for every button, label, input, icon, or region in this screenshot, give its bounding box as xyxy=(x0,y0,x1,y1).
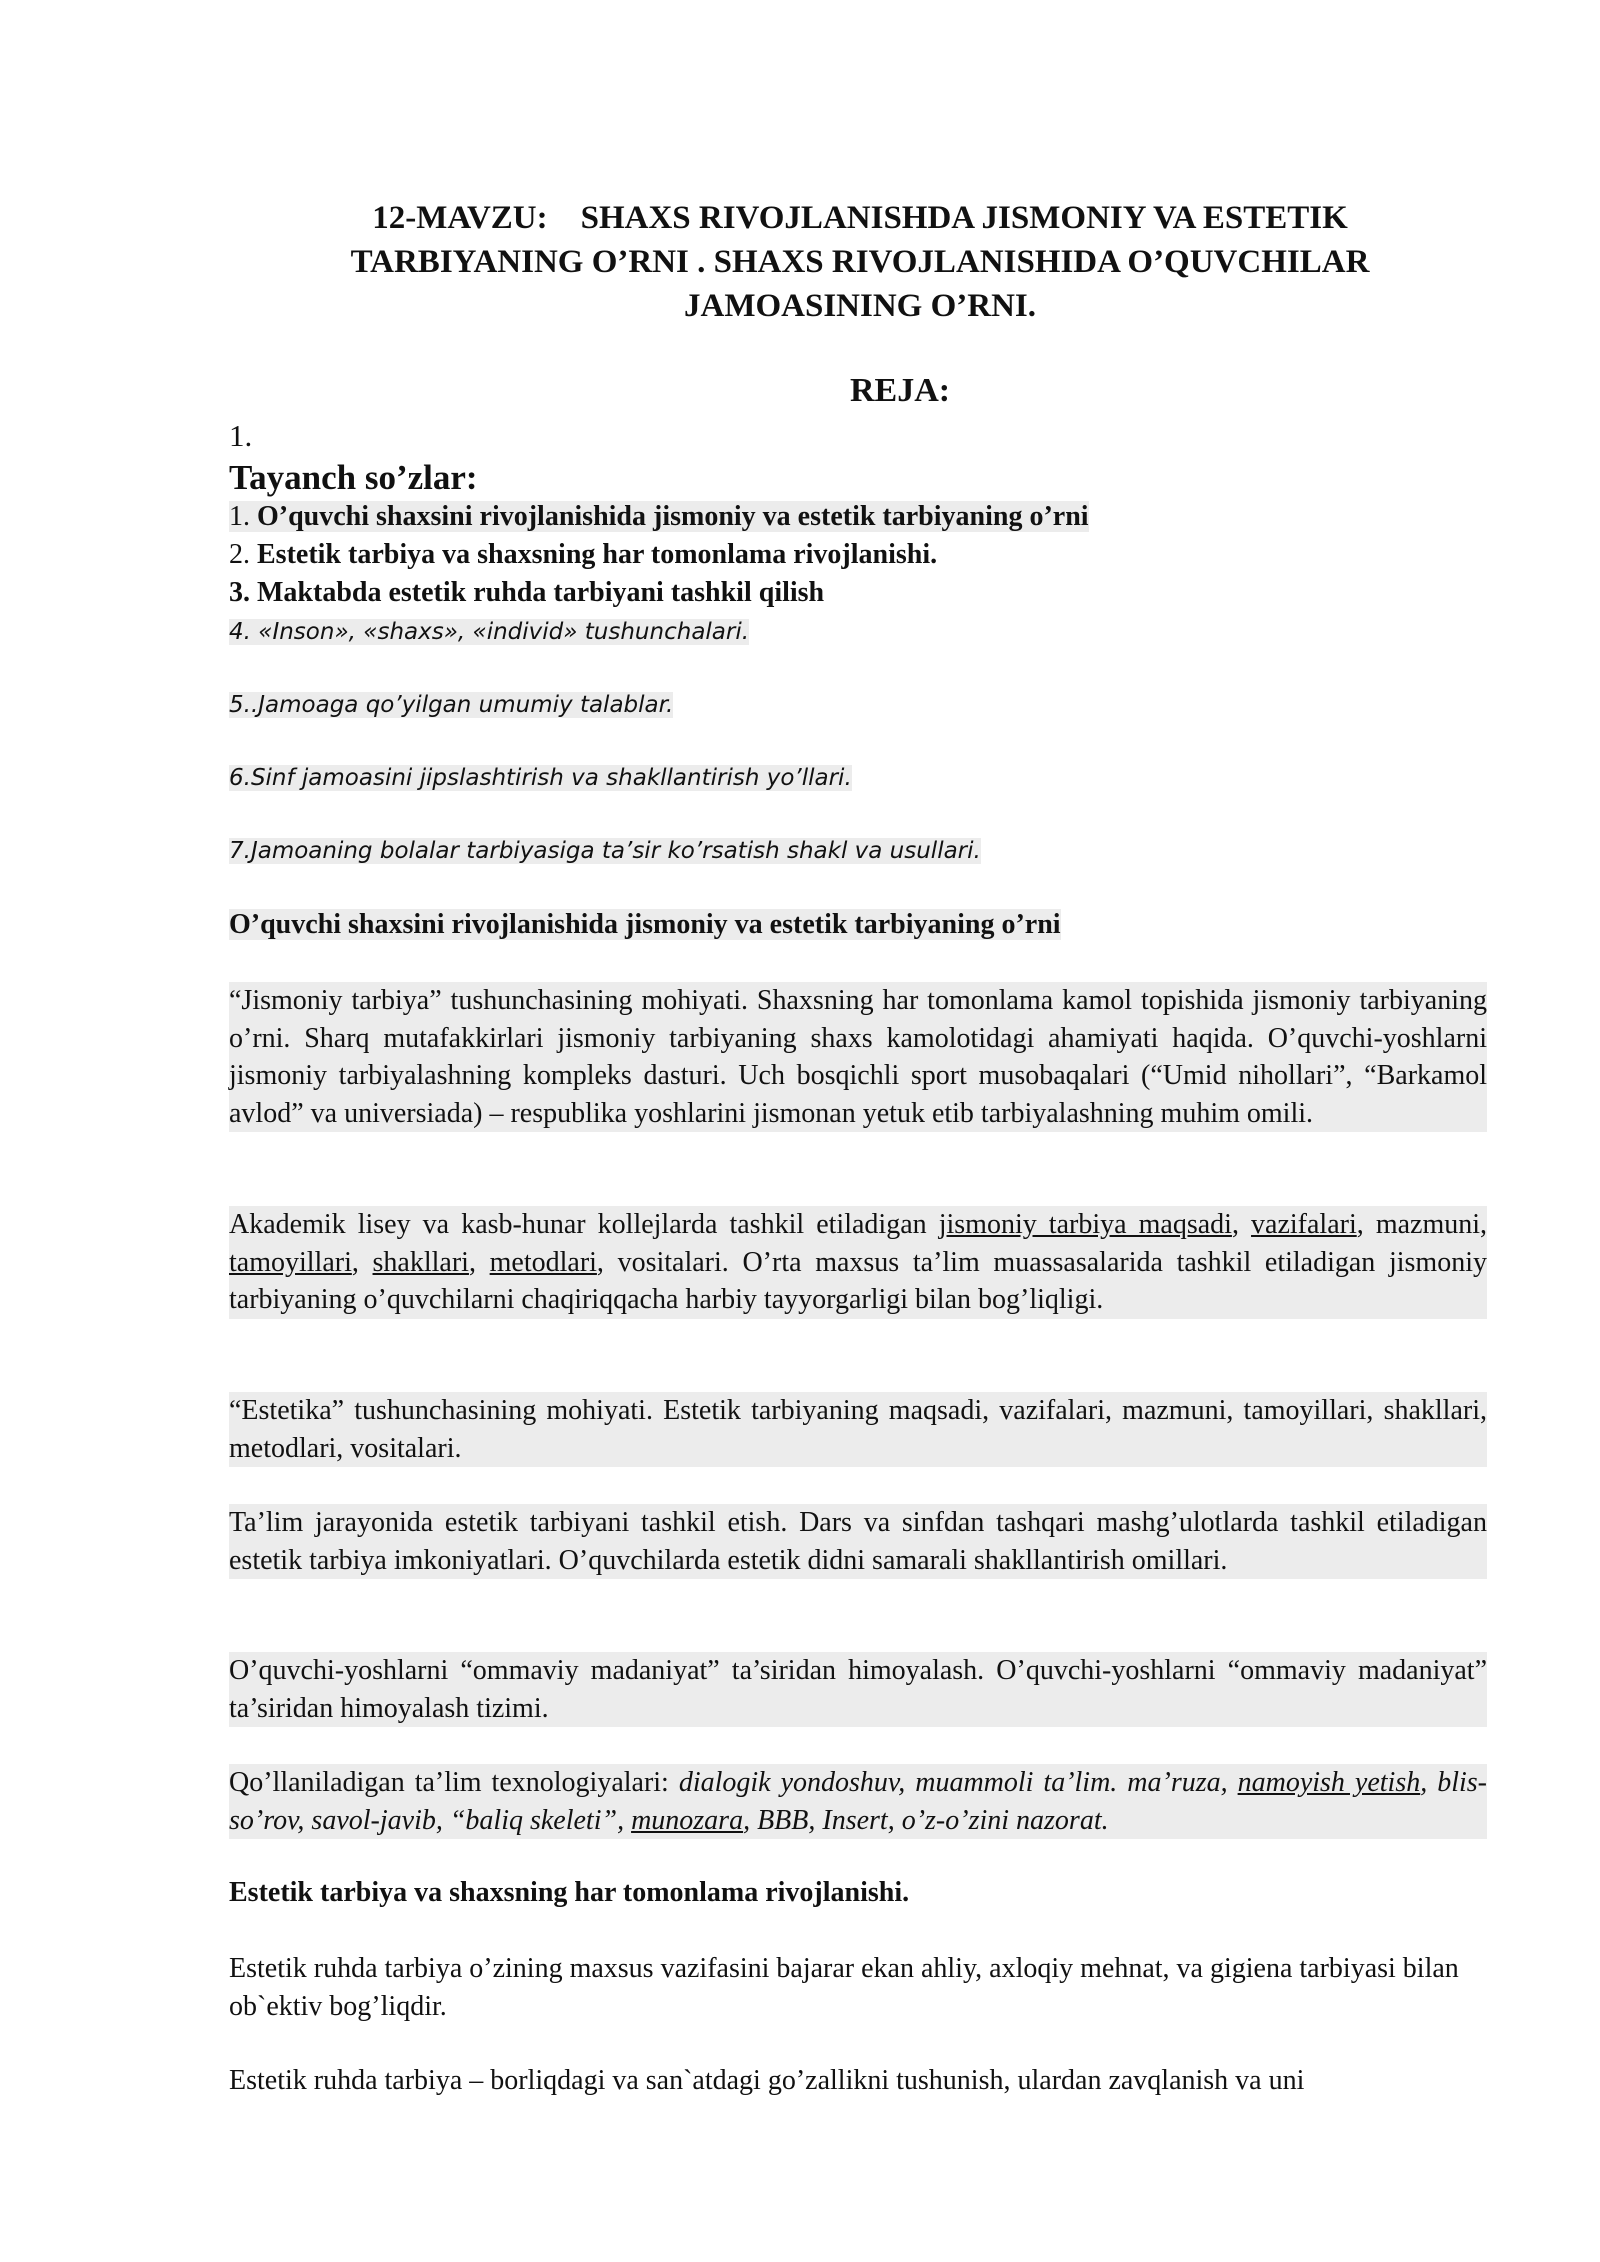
section-heading-1 xyxy=(229,906,1061,944)
paragraph: Estetik ruhda tarbiya o’zining maxsus vazifasini bajarar ekan ahliy, axloqiy mehnat, va gigiena tarbiyasi bilan ob`ektiv bog’liqdir. xyxy=(229,1953,1459,2022)
plan-item-text: O’quvchi shaxsini rivojlanishida jismoniy va estetik tarbiyaning o’rni xyxy=(257,501,1089,532)
text-run: , xyxy=(1231,1209,1252,1240)
plan-item-text: Maktabda estetik ruhda tarbiyani tashkil qilish xyxy=(257,577,825,608)
underlined-term: namoyish yetish xyxy=(1237,1767,1421,1798)
text-run: Qo’llaniladigan ta’lim texnologiyalari: xyxy=(229,1767,679,1798)
underlined-term: munozara xyxy=(631,1804,744,1836)
plan-item-6 xyxy=(229,761,852,795)
underlined-term: jismoniy tarbiya maqsadi xyxy=(938,1209,1232,1240)
text-run: , mazmuni, xyxy=(1356,1209,1488,1240)
italic-run: , BBB, Insert, o’z-o’zini nazorat. xyxy=(743,1804,1109,1836)
plan-heading: REJA: xyxy=(850,372,951,409)
paragraph: Estetik ruhda tarbiya – borliqdagi va san`atdagi go’zallikni tushunish, ulardan zavqlanish va uni xyxy=(229,2065,1305,2096)
plan-item-text: 7.Jamoaning bolalar tarbiyasiga ta’sir ko’rsatish shakl va usullari. xyxy=(229,838,981,864)
plan-item-1 xyxy=(229,499,1089,535)
plan-item-number: 1. xyxy=(229,501,257,532)
underlined-term: vazifalari xyxy=(1251,1209,1357,1240)
section-heading-2: Estetik tarbiya va shaxsning har tomonlama rivojlanishi. xyxy=(229,1877,910,1908)
plan-item-3 xyxy=(229,575,824,611)
keywords-heading: Tayanch so’zlar: xyxy=(229,458,478,497)
plan-item-text: 4. «Inson», «shaxs», «individ» tushunchalari. xyxy=(229,619,750,645)
plan-item-number: 3. xyxy=(229,577,257,608)
section-heading-text: O’quvchi shaxsini rivojlanishida jismoniy va estetik tarbiyaning o’rni xyxy=(229,909,1061,940)
paragraph: Ta’lim jarayonida estetik tarbiyani tashkil etish. Dars va sinfdan tashqari mashg’ulotlarda tashkil etiladigan estetik tarbiya imkoniyatlari. O’quvchilarda estetik didni samarali shakllantirish omillari. xyxy=(229,1504,1487,1579)
paragraph xyxy=(229,1206,1487,1319)
title-line-1: 12-MAVZU: SHAXS RIVOJLANISHDA JISMONIY VA ESTETIK xyxy=(372,200,1348,236)
text-run: , xyxy=(468,1246,490,1278)
underlined-term: metodlari xyxy=(489,1246,597,1278)
plan-item-text: 5..Jamoaga qo’yilgan umumiy talablar. xyxy=(229,692,674,718)
text-run: Akademik lisey va kasb-hunar kollejlarda tashkil etiladigan xyxy=(229,1209,939,1240)
paragraph xyxy=(229,1764,1487,1839)
paragraph: O’quvchi-yoshlarni “ommaviy madaniyat” ta’siridan himoyalash. O’quvchi-yoshlarni “ommaviy madaniyat” ta’siridan himoyalash tizimi. xyxy=(229,1652,1487,1727)
underlined-term: shakllari xyxy=(372,1246,469,1278)
plan-item-text: Estetik tarbiya va shaxsning har tomonlama rivojlanishi. xyxy=(257,539,938,570)
plan-item-5 xyxy=(229,688,673,722)
text-run: , xyxy=(351,1246,373,1278)
plan-item-2 xyxy=(229,537,937,573)
paragraph: “Jismoniy tarbiya” tushunchasining mohiyati. Shaxsning har tomonlama kamol topishida jismoniy tarbiyaning o’rni. Sharq mutafakkirlari jismoniy tarbiyaning shaxs kamolotidagi ahamiyati haqida. O’quvchi-yoshlarni jismoniy tarbiyalashning kompleks dasturi. Uch bosqichli sport musobaqalari (“Umid nihollari”, “Barkamol avlod” va universiada) – respublika yoshlarini jismonan yetuk etib tarbiyalashning muhim omili. xyxy=(229,982,1487,1132)
paragraph: “Estetika” tushunchasining mohiyati. Estetik tarbiyaning maqsadi, vazifalari, mazmuni, tamoyillari, shakllari, metodlari, vositalari. xyxy=(229,1392,1487,1467)
italic-run: , blis-so’rov, savol-javib, “baliq skeleti”, xyxy=(229,1767,1487,1836)
italic-run: dialogik yondoshuv, muammoli ta’lim. ma’ruza, xyxy=(678,1767,1238,1798)
document-title xyxy=(230,196,1490,328)
title-line-3: JAMOASINING O’RNI. xyxy=(683,288,1036,324)
plan-number: 1. xyxy=(229,418,253,453)
plan-item-4 xyxy=(229,615,749,649)
title-line-2: TARBIYANING O’RNI . SHAXS RIVOJLANISHIDA O’QUVCHILAR xyxy=(350,244,1370,280)
plan-item-text: 6.Sinf jamoasini jipslashtirish va shakllantirish yo’llari. xyxy=(229,765,852,791)
text-run: , vositalari. O’rta maxsus ta’lim muassasalarida tashkil etiladigan jismoniy tarbiyaning o’quvchilarni chaqiriqqacha harbiy tayyorgarligi bilan bog’liqligi. xyxy=(229,1246,1487,1315)
plan-item-7 xyxy=(229,834,981,868)
underlined-term: tamoyillari xyxy=(229,1246,352,1278)
plan-item-number: 2. xyxy=(229,539,257,570)
